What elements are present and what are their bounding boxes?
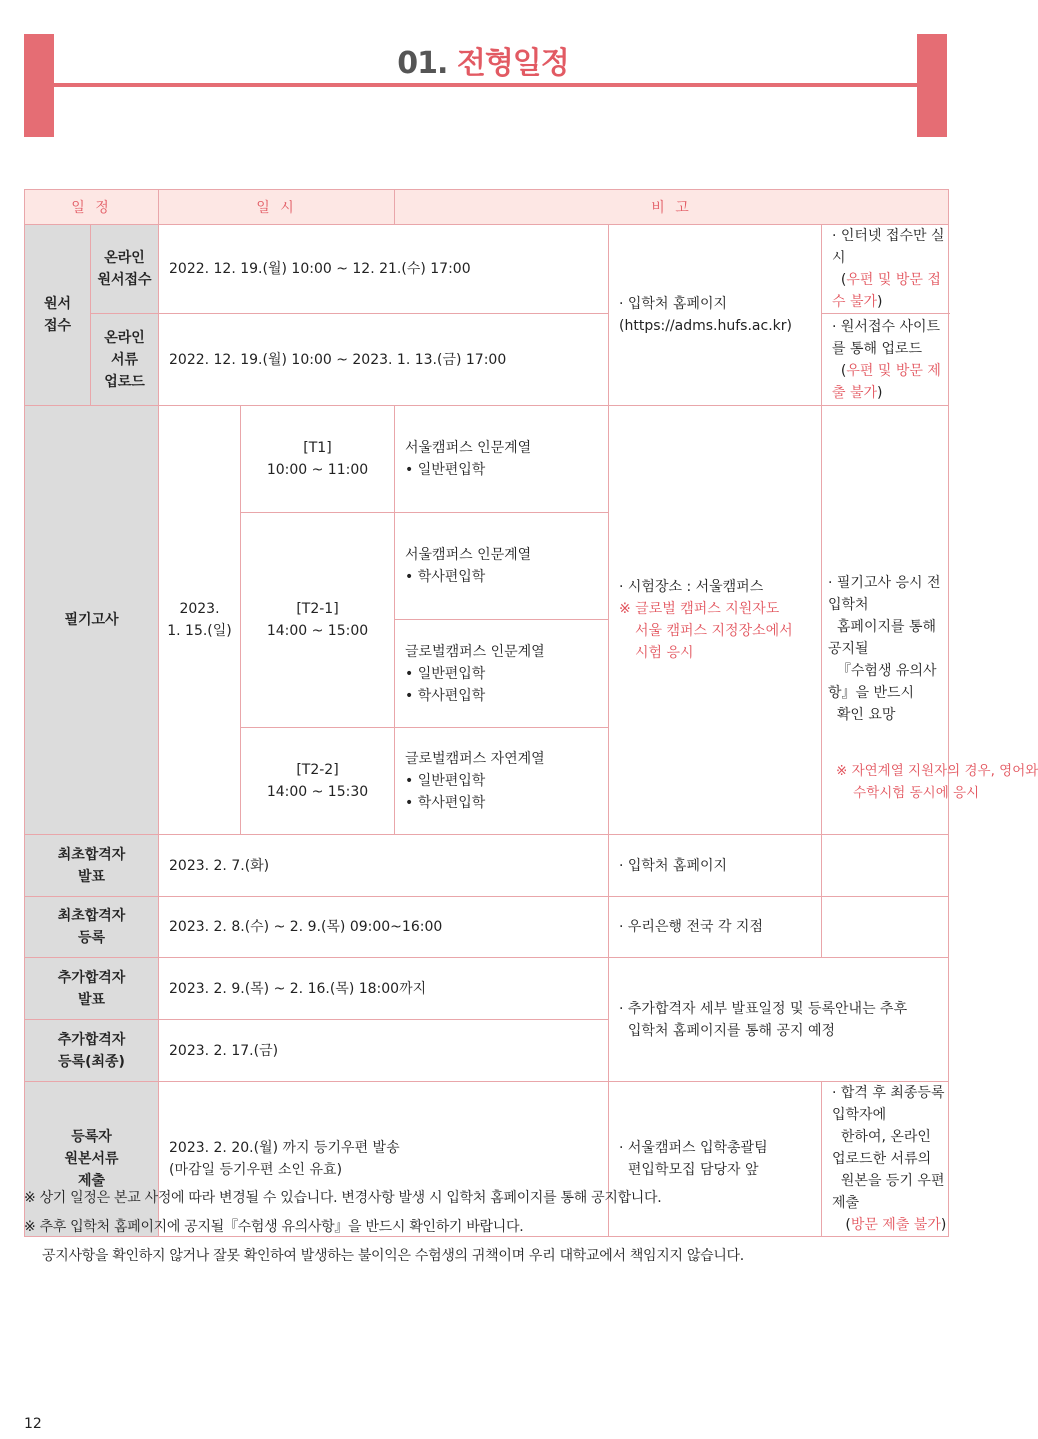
header-schedule: 일 정 <box>25 190 159 225</box>
label-add-announce: 추가합격자 발표 <box>25 958 159 1020</box>
remark-online-upload: · 원서접수 사이트를 통해 업로드 (우편 및 방문 제출 불가) <box>822 314 949 406</box>
exam-science-note: ※ 자연계열 지원자의 경우, 영어와 수학시험 동시에 응시 <box>836 763 1038 801</box>
remark-first-register: · 우리은행 전국 각 지점 <box>609 897 822 958</box>
note-3: 공지사항을 확인하지 않거나 잘못 확인하여 발생하는 불이익은 수험생의 귀책이며 우리 대학교에서 책임지지 않습니다. <box>42 1248 744 1264</box>
exam-group-t1: 서울캠퍼스 인문계열 • 일반편입학 <box>395 406 609 513</box>
notes <box>24 1184 744 1271</box>
label-first-register: 최초합격자 등록 <box>25 897 159 958</box>
exam-group-t2-1-a: 서울캠퍼스 인문계열 • 학사편입학 <box>395 513 609 620</box>
note-2: ※ 추후 입학처 홈페이지에 공지될『수험생 유의사항』을 반드시 확인하기 바랍니다. <box>24 1219 524 1235</box>
remark-first-announce: · 입학처 홈페이지 <box>609 835 822 897</box>
header-remarks: 비 고 <box>395 190 949 225</box>
label-online-apply: 온라인 원서접수 <box>91 225 159 314</box>
remark-first-register-empty <box>822 897 949 958</box>
date-add-announce: 2023. 2. 9.(목) ~ 2. 16.(목) 18:00까지 <box>159 958 609 1020</box>
remark-exam-notice <box>822 406 1038 835</box>
date-first-announce: 2023. 2. 7.(화) <box>159 835 609 897</box>
remark-add-pass: · 추가합격자 세부 발표일정 및 등록안내는 추후 입학처 홈페이지를 통해 공지 예정 <box>609 958 949 1082</box>
exam-group-t2-1-b: 글로벌캠퍼스 인문계열 • 일반편입학 • 학사편입학 <box>395 620 609 728</box>
category-application: 원서 접수 <box>25 225 91 406</box>
category-exam: 필기고사 <box>25 406 159 835</box>
exam-date: 2023. 1. 15.(일) <box>159 406 241 835</box>
exam-time-t1: [T1] 10:00 ~ 11:00 <box>241 406 395 513</box>
label-add-register: 추가합격자 등록(최종) <box>25 1020 159 1082</box>
date-online-upload: 2022. 12. 19.(월) 10:00 ~ 2023. 1. 13.(금) 17:00 <box>159 314 609 406</box>
note-1: ※ 상기 일정은 본교 사정에 따라 변경될 수 있습니다. 변경사항 발생 시 입학처 홈페이지를 통해 공지합니다. <box>24 1190 662 1206</box>
exam-group-t2-2: 글로벌캠퍼스 자연계열 • 일반편입학 • 학사편입학 <box>395 728 609 835</box>
exam-time-t2-1: [T2-1] 14:00 ~ 15:00 <box>241 513 395 728</box>
remark-online-apply: · 인터넷 접수만 실시 (우편 및 방문 접수 불가) <box>822 225 949 314</box>
schedule-table <box>24 189 1038 1237</box>
label-docs: 등록자 원본서류 제출 <box>25 1082 159 1237</box>
place-docs: · 서울캠퍼스 입학총괄팀 편입학모집 담당자 앞 <box>609 1082 822 1237</box>
section-number: 01. <box>397 46 448 81</box>
page-title <box>0 38 966 82</box>
date-online-apply: 2022. 12. 19.(월) 10:00 ~ 12. 21.(수) 17:00 <box>159 225 609 314</box>
section-title: 전형일정 <box>456 46 569 81</box>
label-online-upload: 온라인 서류 업로드 <box>91 314 159 406</box>
remark-application-site: · 입학처 홈페이지 (https://adms.hufs.ac.kr) <box>609 225 822 406</box>
title-underline <box>54 83 917 87</box>
date-add-register: 2023. 2. 17.(금) <box>159 1020 609 1082</box>
remark-exam-place: · 시험장소 : 서울캠퍼스 ※ 글로벌 캠퍼스 지원자도 서울 캠퍼스 지정장소에서 시험 응시 <box>609 406 822 835</box>
page-number: 12 <box>24 1416 42 1432</box>
exam-time-t2-2: [T2-2] 14:00 ~ 15:30 <box>241 728 395 835</box>
date-first-register: 2023. 2. 8.(수) ~ 2. 9.(목) 09:00~16:00 <box>159 897 609 958</box>
remark-docs: · 합격 후 최종등록 입학자에 한하여, 온라인 업로드한 서류의 원본을 등기 우편 제출 (방문 제출 불가) <box>822 1082 949 1237</box>
remark-first-announce-empty <box>822 835 949 897</box>
label-first-announce: 최초합격자 발표 <box>25 835 159 897</box>
date-docs: 2023. 2. 20.(월) 까지 등기우편 발송 (마감일 등기우편 소인 유효) <box>159 1082 609 1237</box>
header-datetime: 일 시 <box>159 190 395 225</box>
exam-notice-text: · 필기고사 응시 전 입학처 홈페이지를 통해 공지될 『수험생 유의사항』을 반드시 확인 요망 <box>828 575 941 723</box>
